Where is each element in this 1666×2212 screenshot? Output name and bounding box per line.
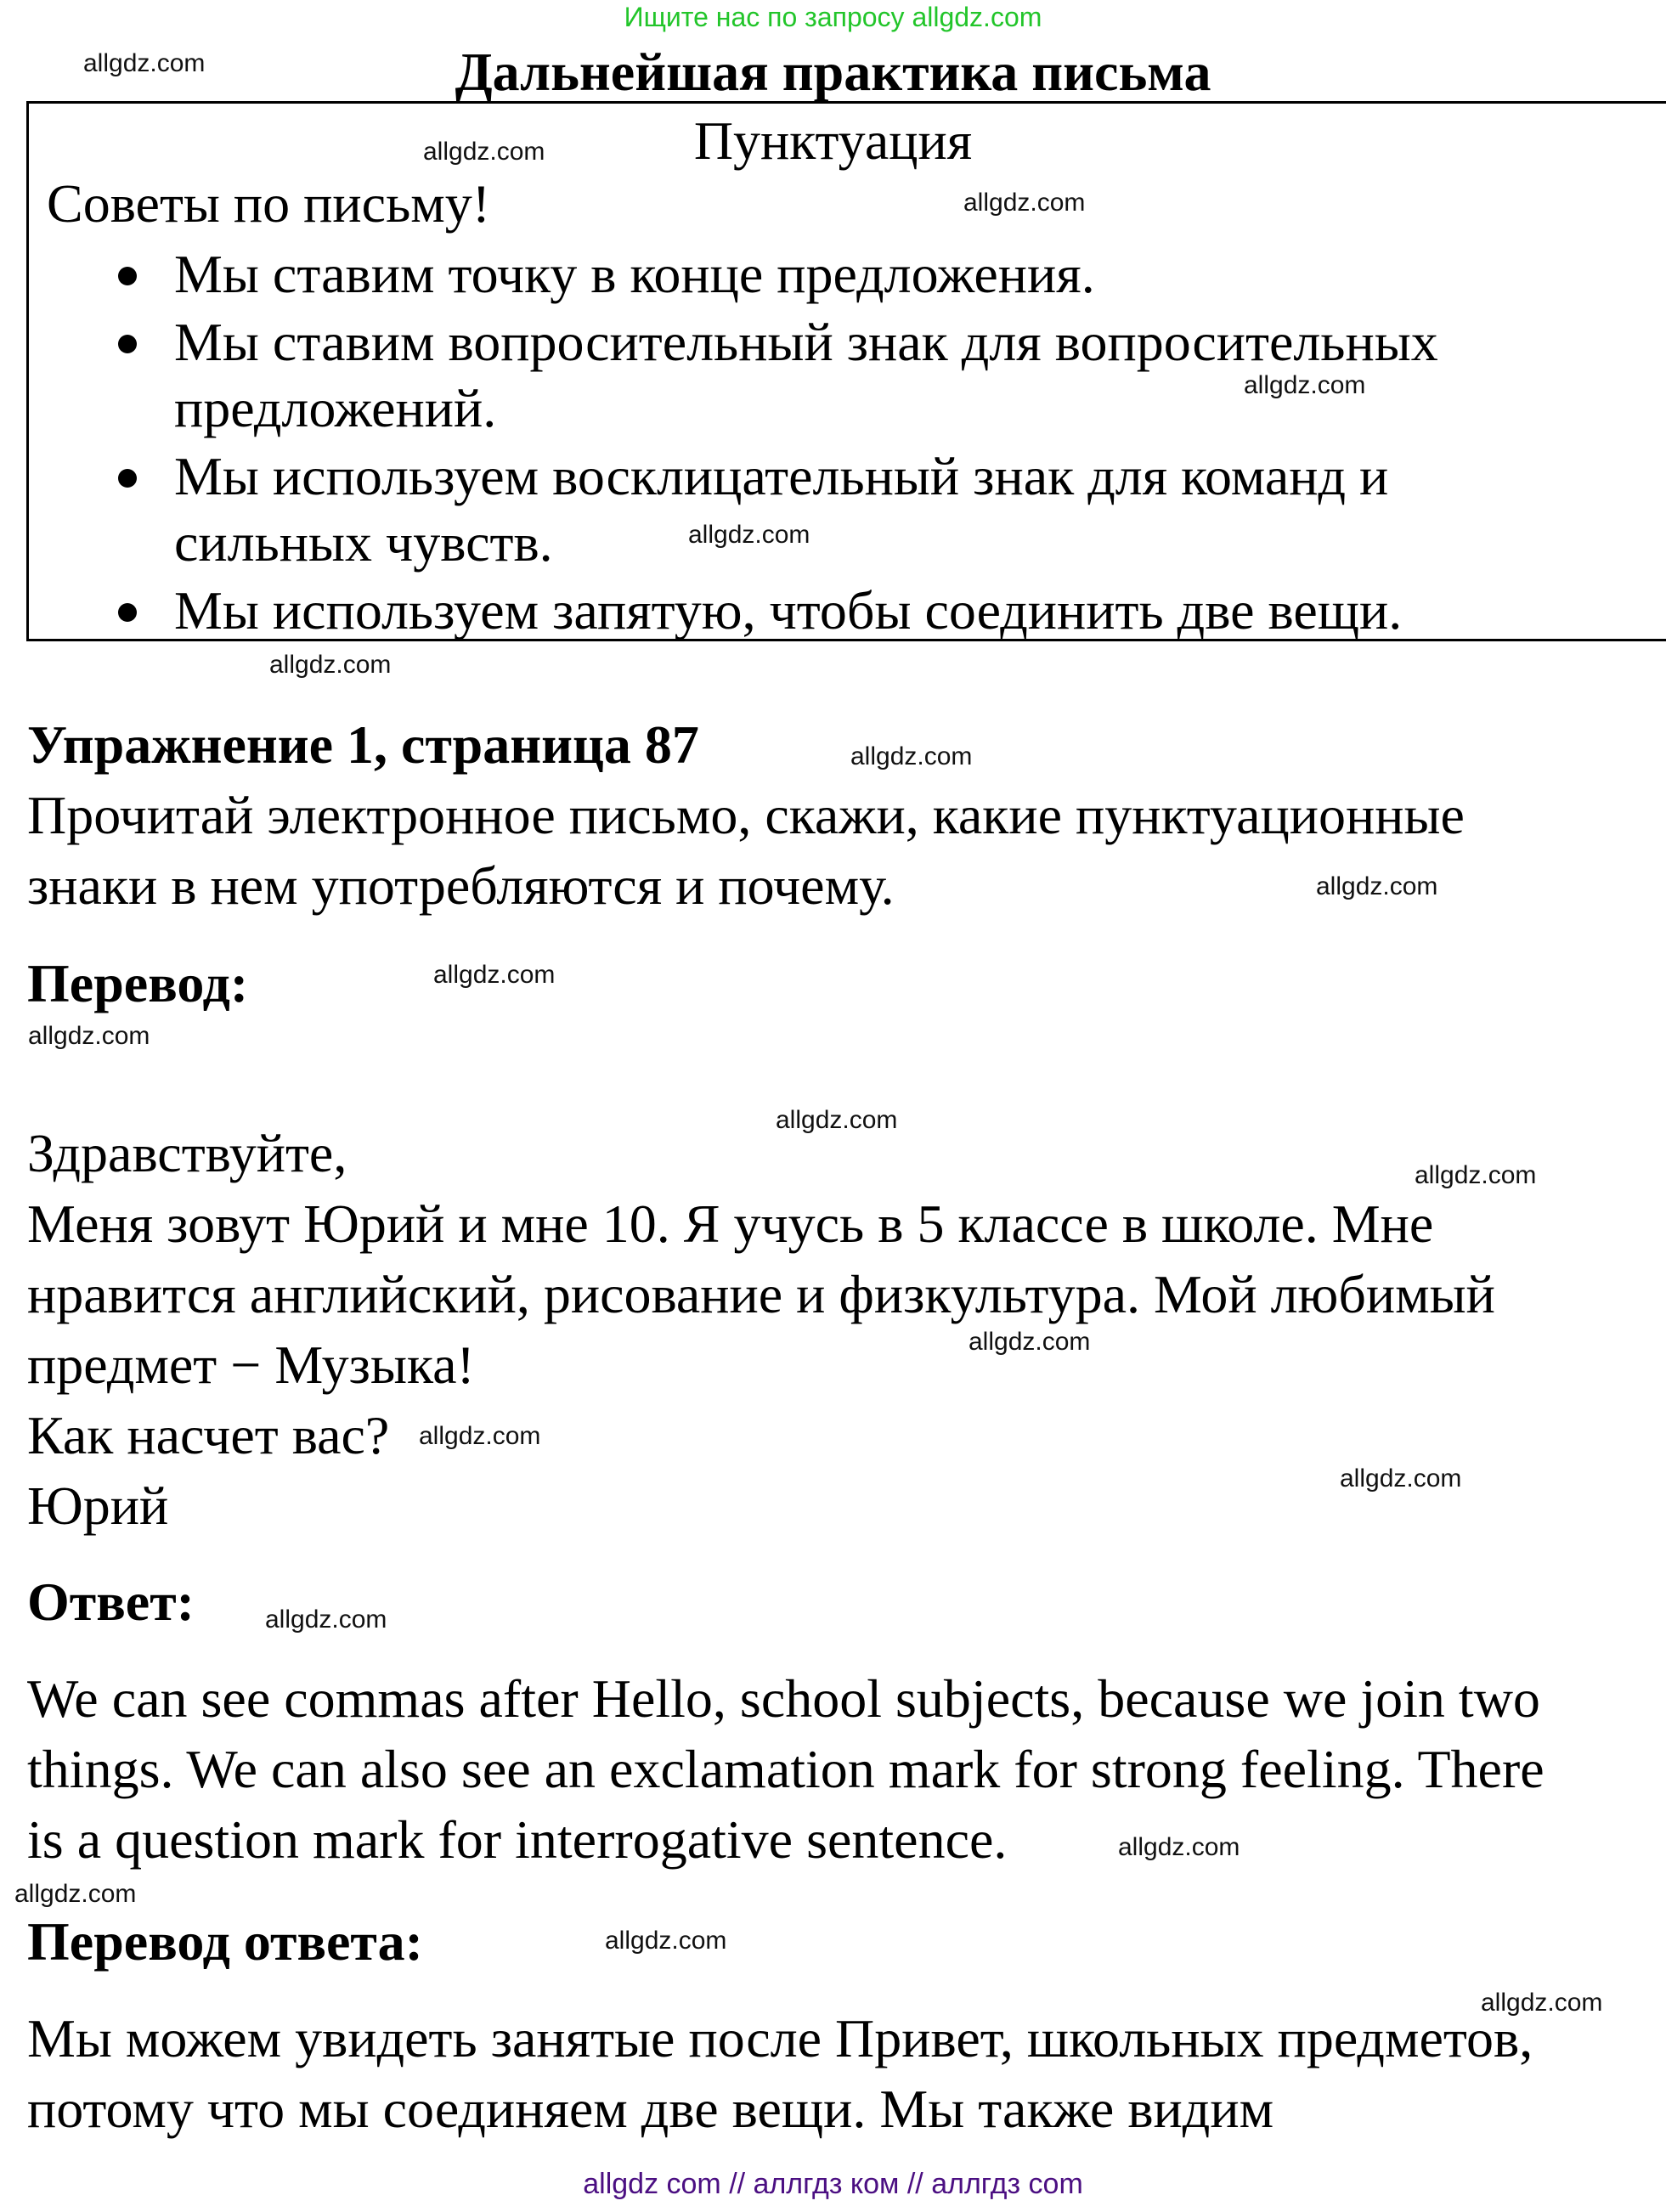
watermark: allgdz.com [269, 651, 392, 679]
watermark: allgdz.com [265, 1605, 387, 1634]
email-line: нравится английский, рисование и физкультура. Мой любимый [27, 1264, 1495, 1324]
tip-text: Мы используем запятую, чтобы соединить две вещи. [174, 580, 1403, 640]
task-line: знаки в нем употребляются и почему. [27, 855, 895, 916]
bullet-icon [118, 603, 137, 622]
watermark: allgdz.com [605, 1927, 727, 1955]
answer-translation-line: Мы можем увидеть занятые после Привет, школьных предметов, [27, 2008, 1533, 2068]
watermark: allgdz.com [776, 1106, 898, 1134]
watermark: allgdz.com [1316, 872, 1438, 900]
tip-item [174, 443, 1533, 576]
bullet-icon [118, 469, 137, 488]
tip-text: Мы ставим точку в конце предложения. [174, 244, 1095, 304]
answer-text [27, 1663, 1641, 1875]
translation-heading: Перевод: [27, 953, 249, 1013]
watermark: allgdz.com [1481, 1989, 1603, 2017]
tip-text: сильных чувств. [174, 512, 553, 573]
page-title: Дальнейшая практика письма [455, 42, 1211, 102]
answer-line: things. We can also see an exclamation mark for strong feeling. There [27, 1739, 1545, 1799]
watermark: allgdz.com [14, 1880, 137, 1908]
watermark: allgdz.com [1340, 1464, 1462, 1493]
watermark: allgdz.com [850, 742, 973, 770]
tips-box-subtitle: Пунктуация [693, 110, 973, 171]
answer-line: is a question mark for interrogative sentence. [27, 1809, 1008, 1870]
promo-banner-top[interactable]: Ищите нас по запросу allgdz.com [624, 2, 1042, 32]
answer-heading: Ответ: [27, 1572, 195, 1632]
email-line: Юрий [27, 1476, 169, 1536]
watermark: allgdz.com [963, 189, 1086, 217]
watermark: allgdz.com [969, 1328, 1091, 1356]
bullet-icon [118, 267, 137, 285]
exercise-title: Упражнение 1, страница 87 [27, 714, 699, 775]
tip-text: Мы ставим вопросительный знак для вопросительных [174, 312, 1438, 372]
answer-line: We can see commas after Hello, school subjects, because we join two [27, 1668, 1540, 1729]
bullet-icon [118, 335, 137, 353]
watermark: allgdz.com [83, 49, 206, 77]
email-line: Здравствуйте, [27, 1123, 347, 1183]
email-line: предмет − Музыка! [27, 1335, 475, 1395]
tips-heading: Советы по письму! [47, 173, 491, 234]
tip-item [174, 241, 1533, 308]
email-line: Меня зовут Юрий и мне 10. Я учусь в 5 классе в школе. Мне [27, 1193, 1434, 1254]
answer-translation-heading: Перевод ответа: [27, 1911, 423, 1972]
tip-text: предложений. [174, 378, 497, 438]
watermark: allgdz.com [1118, 1833, 1240, 1861]
watermark: allgdz.com [423, 138, 545, 166]
answer-translation-line: потому что мы соединяем две вещи. Мы также видим [27, 2079, 1274, 2139]
task-line: Прочитай электронное письмо, скажи, какие пунктуационные [27, 785, 1465, 845]
watermark: allgdz.com [1244, 371, 1366, 399]
tip-item [174, 578, 1533, 644]
promo-banner-bottom[interactable]: allgdz com // аллгдз ком // аллгдз com [583, 2168, 1083, 2200]
watermark: allgdz.com [433, 961, 556, 989]
email-line: Как насчет вас? [27, 1405, 390, 1465]
tip-text: Мы используем восклицательный знак для команд и [174, 446, 1389, 506]
watermark: allgdz.com [419, 1422, 541, 1450]
watermark: allgdz.com [1415, 1161, 1537, 1189]
answer-translation-text [27, 2003, 1641, 2144]
watermark: allgdz.com [28, 1022, 150, 1050]
watermark: allgdz.com [688, 521, 810, 549]
